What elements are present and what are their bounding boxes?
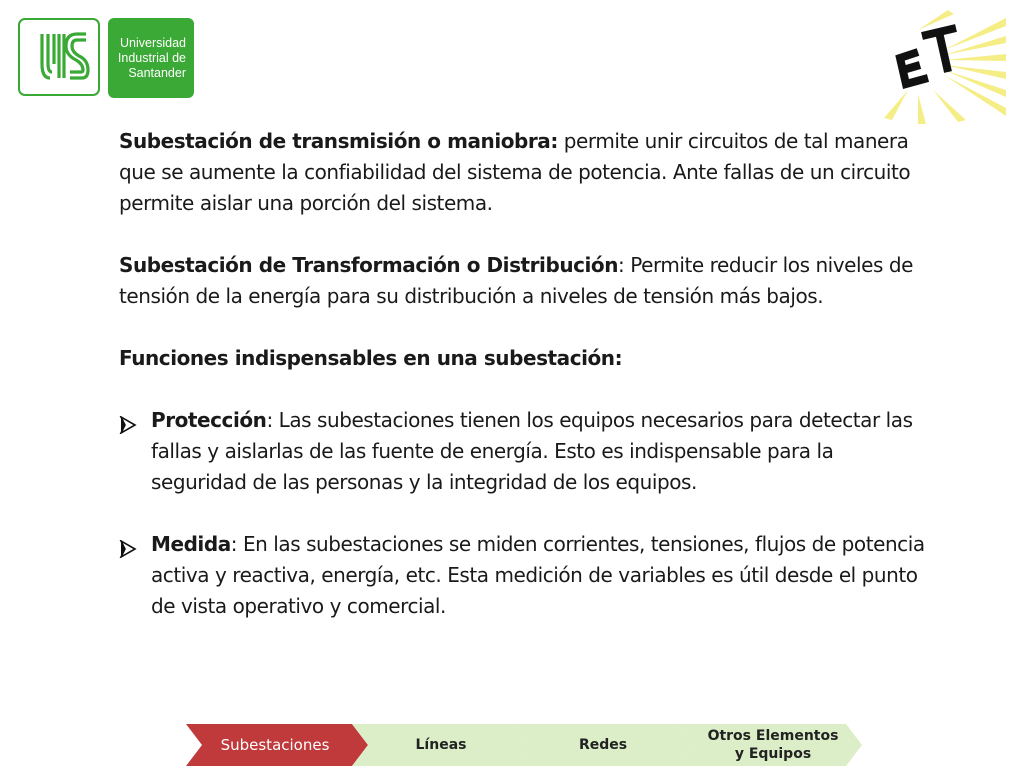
nav-item-otros-line-2: y Equipos [734, 746, 812, 762]
nav-item-lineas[interactable]: Líneas [415, 737, 467, 753]
bullet-medida [119, 529, 929, 622]
bullet-medida-text: : En las subestaciones se miden corrientes, tensiones, flujos de potencia activa y reactiva, energía, etc. Esta medición de variables es útil desde el punto de vista operativo y comercial. [151, 532, 925, 618]
paragraph-transmision [119, 126, 929, 219]
nav-item-otros-line-1: Otros Elementos [707, 728, 839, 744]
paragraph-transformacion-text: : Permite reducir los niveles de tensión de la energía para su distribución a niveles de tensión más bajos. [119, 253, 913, 308]
functions-heading [119, 343, 929, 374]
university-name-line-3: Santander [128, 66, 186, 80]
university-name-line-2: Industrial de [117, 51, 186, 65]
paragraph-transmision-title: Subestación de transmisión o maniobra: [119, 129, 558, 153]
arrowhead-bullet-icon [119, 412, 137, 443]
arrowhead-bullet-icon [119, 536, 137, 567]
bullet-medida-title: Medida [151, 532, 231, 556]
bullet-proteccion-text: : Las subestaciones tienen los equipos necesarios para detectar las fallas y aislarlas de las fuente de energía. Esto es indispensable para la seguridad de las personas y la integridad de los equipos. [151, 408, 913, 494]
bullet-proteccion [119, 405, 929, 498]
nav-item-redes[interactable]: Redes [578, 737, 628, 753]
university-name [108, 18, 194, 98]
uis-mark [18, 18, 100, 96]
paragraph-transformacion [119, 250, 929, 312]
nav-item-subestaciones[interactable]: Subestaciones [220, 736, 330, 754]
slide-content [119, 126, 929, 653]
bullet-proteccion-title: Protección [151, 408, 267, 432]
university-name-line-1: Universidad [119, 36, 186, 50]
paragraph-transformacion-title: Subestación de Transformación o Distribución [119, 253, 619, 277]
paragraph-transmision-text: permite unir circuitos de tal manera que se aumente la confiabilidad del sistema de potencia. Ante fallas de un circuito permite aislar una porción del sistema. [119, 129, 911, 215]
functions-heading-text: Funciones indispensables en una subestación: [119, 346, 623, 370]
nav-item-otros-elementos[interactable] [690, 724, 856, 766]
uis-logo [18, 18, 196, 100]
et-logo [878, 10, 1008, 125]
